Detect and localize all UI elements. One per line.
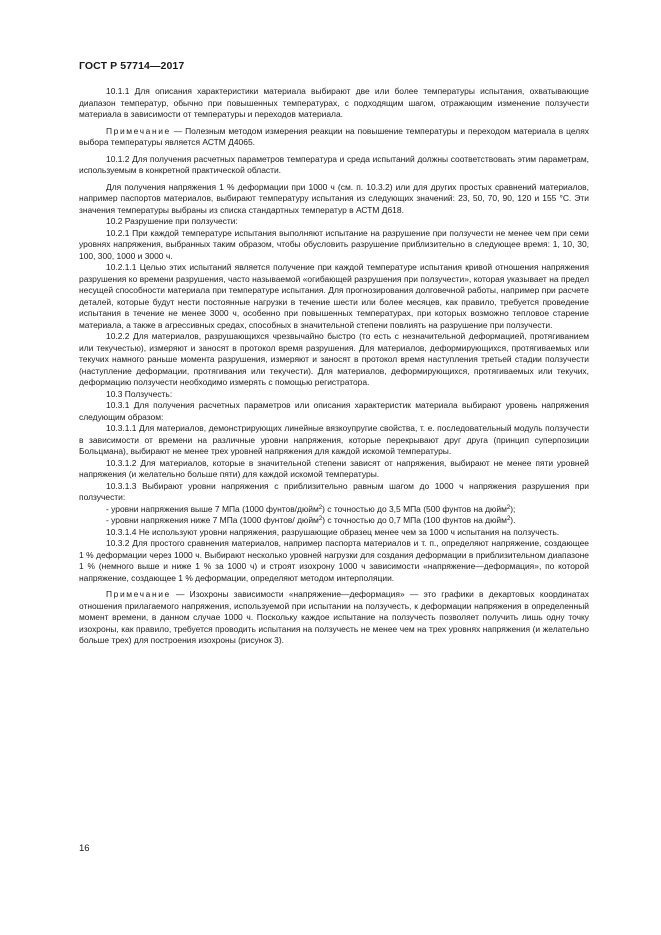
note-text: — Полезным методом измерения реакции на повышение температуры и переходом материала в целях выбора температуры является АСТМ Д4065.: [79, 125, 589, 147]
paragraph-10-3-1-3: 10.3.1.3 Выбирают уровни напряжения с приблизительно равным шагом до 1000 ч напряжения разрушения при ползучести:: [79, 480, 589, 502]
paragraph-10-3-1: 10.3.1 Для получения расчетных параметров или описания характеристик материала выбирают уровень напряжения следующим образом:: [79, 400, 589, 422]
document-header: ГОСТ Р 57714—2017: [79, 60, 185, 72]
note-text: — Изохроны зависимости «напряжение—деформация» — это графики в декартовых координатах отношения прилагаемого напряжения, используемой при испытании на ползучесть, к деформации напряжения в определенный момент времени, в данном случае 1000 ч. Поскольку каждое испытание на ползучесть позволяет получить лишь одну точку изохроны, как правило, требуется проводить испытания на ползучесть не менее чем на трех уровнях напряжения (и желательно больше трех) для построения изохроны (рисунок 3).: [79, 589, 589, 645]
list-item-low-stress: - уровни напряжения ниже 7 МПа (1000 фунтов/ дюйм$^2$) с точностью до 0,7 МПа (100 фунтов на дюйм$^2$).: [106, 515, 516, 525]
heading-10-2: 10.2 Разрушение при ползучести:: [106, 216, 238, 226]
note-1: [79, 126, 589, 149]
document-body: [79, 86, 589, 647]
list-item-high-stress: - уровни напряжения выше 7 МПа (1000 фунтов/дюйм$^2$) с точностью до 3,5 МПа (500 фунтов на дюйм$^2$);: [106, 503, 516, 514]
paragraph-10-1-2: 10.1.2 Для получения расчетных параметров температура и среда испытаний должны соответствовать этим параметрам, используемым в конкретной практической области.: [79, 153, 589, 175]
paragraph-10-1-1: 10.1.1 Для описания характеристики материала выбирают две или более температуры испытания, охватывающие диапазон температур, обычно при повышенных температурах, с подходящим шагом, отражающим изменение ползучести материала в зависимости от температуры и переходов материала.: [79, 86, 589, 119]
paragraph-10-3-1-2: 10.3.1.2 Для материалов, которые в значительной степени зависят от напряжения, выбирают не менее пяти уровней напряжения (и желательно больше пяти) для каждой искомой температуры.: [79, 457, 589, 479]
paragraph-10-2-1-1: 10.2.1.1 Целью этих испытаний является получение при каждой температуре испытания кривой отношения напряжения разрушения ко времени разрушения, часто называемой «огибающей разрушения при ползучести», которая указывает на предел несущей способности материала при температуре испытания. Для прогнозирования долговечной работы, например при расчете деталей, которые будут нести постоянные нагрузки в течение шести или более месяцев, как правило, требуется проведение испытания в течение не менее 3000 ч, особенно при повышенных температурах, при которых возможно тепловое старение материала, а также в агрессивных средах, способных в значительной степени повлиять на разрушение при ползучести.: [79, 262, 589, 330]
page-number: 16: [79, 843, 90, 854]
note-2: [79, 589, 589, 647]
paragraph-10-3-1-1: 10.3.1.1 Для материалов, демонстрирующих линейные вязкоупругие свойства, т. е. последовательный модуль ползучести в зависимости от времени на различные уровни напряжения, которые перекрывают друг друга (принцип суперпозиции Больцмана), выбирают не менее трех уровней напряжения для каждой искомой температуры.: [79, 423, 589, 456]
note-label: Примечание: [106, 589, 171, 599]
paragraph-10-3-2: 10.3.2 Для простого сравнения материалов, например паспорта материалов и т. п., определяют напряжение, создающее 1 % деформации через 1000 ч. Выбирают несколько уровней нагрузки для создания деформации в приблизительном диапазоне 1 % (немного выше и ниже 1 % за 1000 ч) и строят изохрону 1000 ч зависимости «напряжение—деформация», по которой напряжение, создающее 1 % деформации, определяют методом интерполяции.: [79, 538, 589, 583]
heading-10-3: 10.3 Ползучесть:: [106, 388, 173, 399]
paragraph-temperature-values: Для получения напряжения 1 % деформации при 1000 ч (см. п. 10.3.2) или для других простых сравнений материалов, например паспортов материалов, выбирают температуру испытания из следующих значений: 23, 50, 70, 90, 120 и 155 °С. Эти значения температуры выбраны из списка стандартных температур в АСТМ Д618.: [79, 181, 589, 215]
paragraph-10-3-1-4: 10.3.1.4 Не используют уровни напряжения, разрушающие образец менее чем за 1000 ч испытания на ползучесть.: [106, 526, 560, 537]
note-label: Примечание: [106, 125, 171, 136]
paragraph-10-2-1: 10.2.1 При каждой температуре испытания выполняют испытание на разрушение при ползучести не менее чем при семи уровнях напряжения, выбранных таким образом, чтобы обусловить разрушение приблизительно в следующее время: 1, 10, 30, 100, 300, 1000 и 3000 ч.: [79, 227, 589, 261]
paragraph-10-2-2: 10.2.2 Для материалов, разрушающихся чрезвычайно быстро (то есть с незначительной деформацией, протягиванием или текучестью), измеряют и заносят в протокол время разрушения. Для материалов, деформирующихся, протягиваемых или текучих намного раньше момента разрушения, измеряют и заносят в протокол время наступления третьей стадии ползучести (наступление деформации, протягивания или текучести). Для материалов, деформирующихся, протягиваемых или текучих, деформацию ползучести необходимо измерять с помощью регистратора.: [79, 331, 589, 387]
